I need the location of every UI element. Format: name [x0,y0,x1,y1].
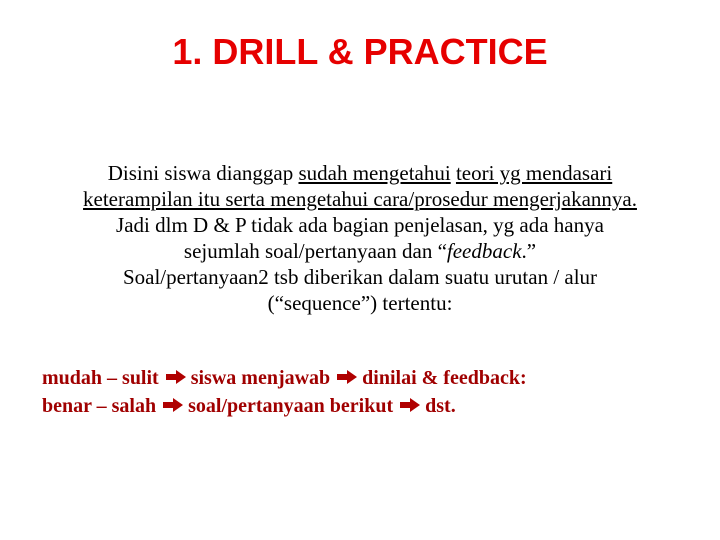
right-arrow-icon [336,369,358,385]
flow-line-1 [42,364,692,392]
right-arrow-icon [162,397,184,413]
page-title: 1. DRILL & PRACTICE [172,31,548,72]
flow-step: mudah – sulit [42,367,159,389]
body-line-1 [30,160,690,186]
body-italic-segment: feedback [446,239,522,263]
flow-step: dinilai & feedback: [362,367,527,389]
body-line-6: (“sequence”) tertentu: [267,291,453,315]
body-underlined-segment: teori yg mendasari [455,161,613,185]
body-line-2: keterampilan itu serta mengetahui cara/prosedur mengerjakannya. [83,187,637,211]
body-underlined-segment: sudah mengetahui [298,161,451,185]
flow-step: benar – salah [42,395,157,417]
right-arrow-icon [165,369,187,385]
flow-line-2 [42,392,692,420]
flow-sequence [42,364,692,420]
body-line-3: Jadi dlm D & P tidak ada bagian penjelasan, yg ada hanya [116,213,604,237]
flow-step: siswa menjawab [190,367,331,389]
body-paragraph [30,160,690,316]
flow-step: soal/pertanyaan berikut [188,395,394,417]
right-arrow-icon [399,397,421,413]
body-line-5: Soal/pertanyaan2 tsb diberikan dalam suatu urutan / alur [122,265,598,289]
body-text-segment: Disini siswa dianggap [107,161,299,185]
body-line-4 [30,238,690,264]
flow-step: dst. [425,395,456,417]
body-text-segment: sejumlah soal/pertanyaan dan “ [183,239,447,263]
body-text-segment: .” [521,239,537,263]
